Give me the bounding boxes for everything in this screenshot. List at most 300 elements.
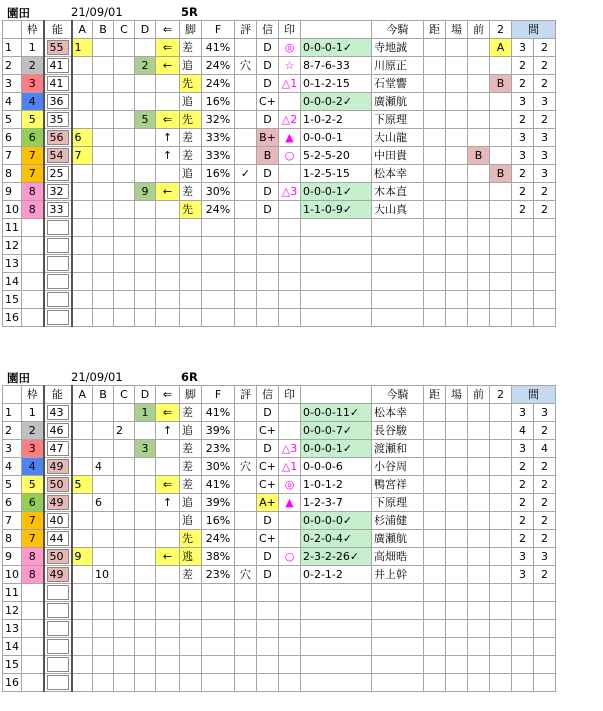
- cell-d: [135, 273, 156, 291]
- cell-a: [72, 291, 93, 309]
- cell-arrow: [156, 165, 180, 183]
- cell-shin: [257, 620, 279, 638]
- cell-c: [114, 404, 135, 422]
- cell-shin: [257, 291, 279, 309]
- cell-no: 16: [3, 309, 22, 327]
- cell-kyaku: [180, 638, 202, 656]
- cell-a: [72, 674, 93, 692]
- horse-row[interactable]: [3, 404, 556, 422]
- cell-mae: [468, 530, 490, 548]
- cell-mae: [468, 476, 490, 494]
- horse-row[interactable]: [3, 548, 556, 566]
- cell-ba: [446, 620, 468, 638]
- cell-a: [72, 458, 93, 476]
- cell-kon: 松本幸: [372, 165, 424, 183]
- cell-no: 12: [3, 602, 22, 620]
- cell-shirushi: [279, 422, 301, 440]
- cell-shin: [257, 309, 279, 327]
- cell-d: [135, 147, 156, 165]
- cell-kon: 木本直: [372, 183, 424, 201]
- ability-value: 43: [47, 405, 69, 420]
- cell-hyo: [235, 656, 257, 674]
- cell-shin: [257, 273, 279, 291]
- cell-shirushi: △1: [279, 458, 301, 476]
- cell-c: [114, 602, 135, 620]
- cell-kyori: [424, 440, 446, 458]
- cell-kon: [372, 602, 424, 620]
- ability-value: [47, 274, 69, 289]
- cell-b: [93, 620, 114, 638]
- cell-two: [490, 255, 512, 273]
- cell-ba: [446, 147, 468, 165]
- horse-row[interactable]: [3, 494, 556, 512]
- cell-shin: [257, 638, 279, 656]
- empty-row: [3, 638, 556, 656]
- cell-hyo: [235, 548, 257, 566]
- cell-arrow: ⇐: [156, 39, 180, 57]
- cell-shirushi: [279, 291, 301, 309]
- cell-kyori: [424, 255, 446, 273]
- ability-value: [47, 220, 69, 235]
- cell-b: 10: [93, 566, 114, 584]
- cell-f: [202, 237, 235, 255]
- cell-waku: [22, 291, 44, 309]
- cell-nou: [44, 309, 72, 327]
- cell-mae: [468, 458, 490, 476]
- horse-row[interactable]: [3, 93, 556, 111]
- ability-value: 36: [47, 94, 69, 109]
- header-a: A: [72, 21, 93, 39]
- cell-ba: [446, 584, 468, 602]
- cell-d: [135, 566, 156, 584]
- cell-kon: [372, 638, 424, 656]
- cell-b: [93, 602, 114, 620]
- cell-mae: [468, 494, 490, 512]
- cell-kyaku: 追: [180, 422, 202, 440]
- ability-value: 41: [47, 76, 69, 91]
- cell-kyaku: 先: [180, 530, 202, 548]
- header-nou: 能: [44, 21, 72, 39]
- header-shirushi: 印: [279, 21, 301, 39]
- empty-row: [3, 291, 556, 309]
- cell-kon: [372, 255, 424, 273]
- cell-ba: [446, 255, 468, 273]
- header-d: D: [135, 21, 156, 39]
- horse-row[interactable]: [3, 129, 556, 147]
- header-mae: 前: [468, 21, 490, 39]
- cell-m1: 3: [512, 440, 534, 458]
- cell-ba: [446, 422, 468, 440]
- ability-value: 44: [47, 531, 69, 546]
- cell-jr: [301, 309, 372, 327]
- cell-m1: 2: [512, 57, 534, 75]
- header-shirushi: 印: [279, 386, 301, 404]
- cell-shin: C+: [257, 422, 279, 440]
- cell-kon: 大山龍: [372, 129, 424, 147]
- cell-no: 2: [3, 422, 22, 440]
- ability-value: 54: [47, 148, 69, 163]
- cell-c: [114, 255, 135, 273]
- cell-no: 8: [3, 530, 22, 548]
- horse-row[interactable]: [3, 111, 556, 129]
- cell-shin: [257, 255, 279, 273]
- cell-nou: [44, 674, 72, 692]
- cell-two: [490, 57, 512, 75]
- cell-nou: [44, 440, 72, 458]
- cell-a: [72, 165, 93, 183]
- horse-row[interactable]: [3, 75, 556, 93]
- header-jr: [301, 21, 372, 39]
- cell-ba: [446, 57, 468, 75]
- cell-arrow: ⇐: [156, 476, 180, 494]
- cell-two: [490, 494, 512, 512]
- cell-arrow: [156, 656, 180, 674]
- cell-d: 5: [135, 111, 156, 129]
- cell-shin: D: [257, 512, 279, 530]
- horse-row[interactable]: [3, 201, 556, 219]
- cell-jr: [301, 638, 372, 656]
- cell-c: [114, 494, 135, 512]
- cell-c: [114, 566, 135, 584]
- cell-shirushi: △3: [279, 440, 301, 458]
- cell-arrow: [156, 440, 180, 458]
- cell-m2: [534, 255, 556, 273]
- cell-m1: 3: [512, 129, 534, 147]
- cell-jr: 0-0-0-11✓: [301, 404, 372, 422]
- cell-kon: 渡瀬和: [372, 440, 424, 458]
- cell-hyo: 穴: [235, 57, 257, 75]
- cell-a: [72, 440, 93, 458]
- ability-value: 49: [47, 459, 69, 474]
- cell-mae: [468, 512, 490, 530]
- cell-waku: [22, 237, 44, 255]
- cell-m2: [534, 291, 556, 309]
- cell-m2: 2: [534, 494, 556, 512]
- cell-no: 13: [3, 620, 22, 638]
- horse-row[interactable]: [3, 566, 556, 584]
- header-ba: 場: [446, 386, 468, 404]
- cell-kyaku: [180, 273, 202, 291]
- cell-two: [490, 584, 512, 602]
- cell-d: [135, 512, 156, 530]
- cell-kon: 小谷周: [372, 458, 424, 476]
- cell-kyaku: 差: [180, 147, 202, 165]
- cell-jr: 0-0-0-1: [301, 129, 372, 147]
- cell-kon: [372, 309, 424, 327]
- cell-nou: [44, 183, 72, 201]
- cell-kyori: [424, 656, 446, 674]
- cell-b: [93, 201, 114, 219]
- cell-b: [93, 57, 114, 75]
- cell-hyo: [235, 404, 257, 422]
- cell-no: 9: [3, 548, 22, 566]
- cell-nou: [44, 494, 72, 512]
- cell-a: 9: [72, 548, 93, 566]
- cell-mae: [468, 440, 490, 458]
- cell-hyo: [235, 309, 257, 327]
- cell-shirushi: ◎: [279, 39, 301, 57]
- cell-kon: [372, 584, 424, 602]
- cell-f: 16%: [202, 93, 235, 111]
- header-waku: 枠: [22, 386, 44, 404]
- cell-arrow: [156, 291, 180, 309]
- cell-two: [490, 309, 512, 327]
- cell-two: [490, 237, 512, 255]
- cell-b: [93, 75, 114, 93]
- ability-value: 50: [47, 477, 69, 492]
- cell-mae: B: [468, 147, 490, 165]
- cell-no: 2: [3, 57, 22, 75]
- cell-kyori: [424, 129, 446, 147]
- cell-ba: [446, 638, 468, 656]
- race-number: 6R: [181, 370, 198, 384]
- cell-waku: 6: [22, 494, 44, 512]
- cell-d: 2: [135, 57, 156, 75]
- cell-m2: 2: [534, 458, 556, 476]
- cell-kon: [372, 620, 424, 638]
- cell-no: 6: [3, 129, 22, 147]
- table-header-row: [3, 21, 556, 39]
- cell-m1: [512, 674, 534, 692]
- cell-kyori: [424, 494, 446, 512]
- cell-arrow: [156, 273, 180, 291]
- cell-f: [202, 255, 235, 273]
- cell-kon: 杉浦健: [372, 512, 424, 530]
- cell-a: [72, 183, 93, 201]
- cell-b: [93, 111, 114, 129]
- cell-nou: [44, 566, 72, 584]
- cell-m2: [534, 674, 556, 692]
- empty-row: [3, 584, 556, 602]
- cell-jr: [301, 291, 372, 309]
- cell-arrow: [156, 458, 180, 476]
- cell-kyori: [424, 39, 446, 57]
- cell-shirushi: ○: [279, 548, 301, 566]
- cell-mae: [468, 422, 490, 440]
- cell-ba: [446, 566, 468, 584]
- header-hyo: 評: [235, 386, 257, 404]
- cell-hyo: [235, 201, 257, 219]
- header-aida: 間: [512, 386, 556, 404]
- cell-nou: [44, 273, 72, 291]
- cell-b: [93, 512, 114, 530]
- cell-b: [93, 237, 114, 255]
- ability-value: 25: [47, 166, 69, 181]
- cell-f: 24%: [202, 201, 235, 219]
- race-header: [0, 367, 603, 387]
- cell-m1: 2: [512, 183, 534, 201]
- cell-m1: 2: [512, 494, 534, 512]
- cell-mae: [468, 111, 490, 129]
- header-c: C: [114, 21, 135, 39]
- cell-c: [114, 638, 135, 656]
- cell-arrow: ↑: [156, 129, 180, 147]
- cell-jr: 1-2-3-7: [301, 494, 372, 512]
- cell-kon: 長谷駿: [372, 422, 424, 440]
- cell-f: [202, 674, 235, 692]
- cell-m2: [534, 219, 556, 237]
- cell-ba: [446, 291, 468, 309]
- empty-row: [3, 309, 556, 327]
- cell-kyaku: 差: [180, 566, 202, 584]
- cell-a: [72, 111, 93, 129]
- cell-arrow: [156, 530, 180, 548]
- horse-row[interactable]: [3, 147, 556, 165]
- cell-shirushi: [279, 512, 301, 530]
- cell-nou: [44, 237, 72, 255]
- cell-kon: [372, 674, 424, 692]
- cell-shin: D: [257, 548, 279, 566]
- cell-no: 10: [3, 566, 22, 584]
- cell-no: 3: [3, 440, 22, 458]
- cell-waku: [22, 584, 44, 602]
- horse-row[interactable]: [3, 530, 556, 548]
- cell-a: [72, 512, 93, 530]
- cell-shin: D: [257, 201, 279, 219]
- cell-waku: 7: [22, 530, 44, 548]
- empty-row: [3, 255, 556, 273]
- horse-row[interactable]: [3, 422, 556, 440]
- cell-nou: [44, 201, 72, 219]
- cell-shirushi: [279, 584, 301, 602]
- cell-kyaku: [180, 219, 202, 237]
- cell-c: [114, 165, 135, 183]
- cell-f: [202, 273, 235, 291]
- cell-shin: [257, 602, 279, 620]
- cell-kyori: [424, 57, 446, 75]
- cell-nou: [44, 458, 72, 476]
- cell-arrow: ←: [156, 57, 180, 75]
- cell-a: [72, 201, 93, 219]
- cell-jr: 5-2-5-20: [301, 147, 372, 165]
- horse-row[interactable]: [3, 183, 556, 201]
- header-kon: 今騎: [372, 21, 424, 39]
- cell-m2: [534, 273, 556, 291]
- cell-arrow: [156, 93, 180, 111]
- cell-shin: C+: [257, 93, 279, 111]
- ability-value: [47, 657, 69, 672]
- cell-m2: 3: [534, 165, 556, 183]
- cell-jr: 8-7-6-33: [301, 57, 372, 75]
- cell-two: [490, 273, 512, 291]
- cell-waku: 8: [22, 201, 44, 219]
- cell-b: [93, 291, 114, 309]
- cell-m1: 3: [512, 404, 534, 422]
- cell-c: [114, 183, 135, 201]
- cell-m2: [534, 237, 556, 255]
- horse-row[interactable]: [3, 512, 556, 530]
- cell-kon: 大山真: [372, 201, 424, 219]
- cell-b: [93, 219, 114, 237]
- cell-kon: 鴨宮祥: [372, 476, 424, 494]
- cell-f: 33%: [202, 129, 235, 147]
- cell-m2: 2: [534, 476, 556, 494]
- cell-b: [93, 422, 114, 440]
- cell-arrow: [156, 620, 180, 638]
- cell-two: [490, 620, 512, 638]
- horse-row[interactable]: [3, 440, 556, 458]
- header-kyaku: 脚: [180, 21, 202, 39]
- cell-mae: [468, 656, 490, 674]
- cell-shin: D: [257, 111, 279, 129]
- cell-b: [93, 39, 114, 57]
- cell-f: [202, 291, 235, 309]
- cell-nou: [44, 39, 72, 57]
- cell-mae: [468, 255, 490, 273]
- horse-row[interactable]: [3, 165, 556, 183]
- ability-value: 50: [47, 549, 69, 564]
- cell-d: 1: [135, 404, 156, 422]
- cell-a: [72, 219, 93, 237]
- cell-a: [72, 566, 93, 584]
- cell-shin: [257, 674, 279, 692]
- cell-m1: [512, 584, 534, 602]
- horse-row[interactable]: [3, 476, 556, 494]
- cell-a: [72, 255, 93, 273]
- cell-nou: [44, 620, 72, 638]
- horse-row[interactable]: [3, 39, 556, 57]
- ability-value: 32: [47, 184, 69, 199]
- cell-d: 3: [135, 440, 156, 458]
- cell-b: [93, 548, 114, 566]
- cell-c: [114, 219, 135, 237]
- cell-c: [114, 201, 135, 219]
- cell-c: [114, 548, 135, 566]
- cell-kyaku: [180, 602, 202, 620]
- cell-kon: [372, 291, 424, 309]
- cell-c: [114, 129, 135, 147]
- horse-row[interactable]: [3, 57, 556, 75]
- header-f: F: [202, 21, 235, 39]
- cell-two: [490, 219, 512, 237]
- cell-kyaku: [180, 237, 202, 255]
- cell-kon: 下原理: [372, 111, 424, 129]
- cell-jr: [301, 656, 372, 674]
- cell-b: [93, 309, 114, 327]
- cell-mae: [468, 237, 490, 255]
- cell-two: [490, 656, 512, 674]
- cell-a: 5: [72, 476, 93, 494]
- cell-hyo: [235, 584, 257, 602]
- cell-mae: [468, 201, 490, 219]
- cell-m1: 3: [512, 147, 534, 165]
- cell-hyo: [235, 291, 257, 309]
- cell-m2: [534, 309, 556, 327]
- cell-two: [490, 602, 512, 620]
- cell-no: 4: [3, 93, 22, 111]
- cell-shirushi: △2: [279, 111, 301, 129]
- cell-c: [114, 111, 135, 129]
- cell-kyori: [424, 147, 446, 165]
- cell-c: [114, 273, 135, 291]
- cell-two: [490, 404, 512, 422]
- cell-arrow: [156, 201, 180, 219]
- cell-mae: [468, 39, 490, 57]
- cell-no: 1: [3, 39, 22, 57]
- cell-b: [93, 129, 114, 147]
- cell-nou: [44, 656, 72, 674]
- cell-shirushi: [279, 201, 301, 219]
- horse-row[interactable]: [3, 458, 556, 476]
- race-header: [0, 2, 603, 22]
- cell-d: [135, 602, 156, 620]
- cell-c: [114, 512, 135, 530]
- cell-ba: [446, 656, 468, 674]
- cell-mae: [468, 620, 490, 638]
- header-hyo: 評: [235, 21, 257, 39]
- cell-jr: [301, 620, 372, 638]
- header-b: B: [93, 21, 114, 39]
